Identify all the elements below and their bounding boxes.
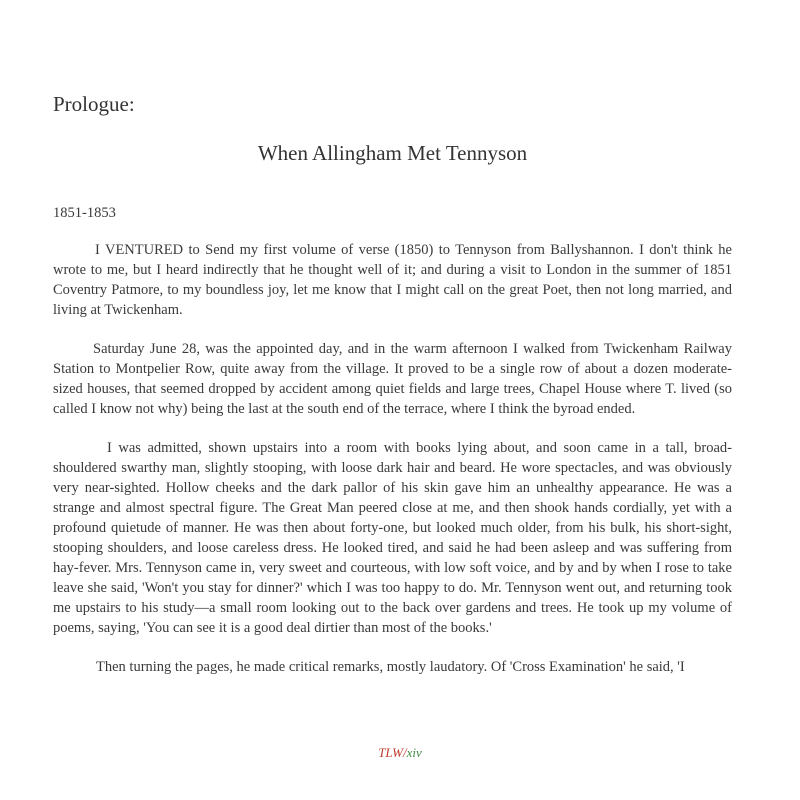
folio-separator: / bbox=[403, 745, 407, 760]
paragraph: I VENTURED to Send my first volume of verse (1850) to Tennyson from Ballyshannon. I don't think he wrote to me, but I heard indirectly that he thought well of it; and during a visit to London in the summer of 1851 Coventry Patmore, to my boundless joy, let me know that I might call on the great Poet, then not long married, and living at Twickenham. bbox=[53, 242, 732, 318]
paragraph: Saturday June 28, was the appointed day, and in the warm afternoon I walked from Twickenham Railway Station to Montpelier Row, quite away from the village. It proved to be a single row of about a dozen moderate-sized houses, that seemed dropped by accident among quiet fields and large trees, Chapel House where T. lived (so called I know not why) being the last at the south end of the terrace, where I think the byroad ended. bbox=[53, 341, 732, 417]
folio-page-number: xiv bbox=[406, 745, 422, 760]
date-range: 1851-1853 bbox=[53, 205, 116, 221]
body-text bbox=[53, 240, 732, 696]
paragraph: Then turning the pages, he made critical remarks, mostly laudatory. Of 'Cross Examination' he said, 'I bbox=[96, 659, 685, 675]
chapter-title: When Allingham Met Tennyson bbox=[257, 141, 528, 165]
page-folio bbox=[0, 744, 800, 762]
section-label: Prologue: bbox=[53, 92, 135, 116]
paragraph: I was admitted, shown upstairs into a room with books lying about, and soon came in a tall, broad-shouldered swarthy man, slightly stooping, with loose dark hair and beard. He wore spectacles, and was obviously very near-sighted. Hollow cheeks and the dark pallor of his skin gave him an unhealthy appearance. He was a strange and almost spectral figure. The Great Man peered close at me, and then shook hands cordially, yet with a profound quietude of manner. He was then about forty-one, but looked much older, from his bulk, his short-sight, stooping shoulders, and loose careless dress. He looked tired, and said he had been asleep and was suffering from hay-fever. Mrs. Tennyson came in, very sweet and courteous, with low soft voice, and by and by when I rose to take leave she said, 'Won't you stay for dinner?' which I was too happy to do. Mr. Tennyson went out, and returning took me upstairs to his study—a small room looking out to the back over gardens and trees. He took up my volume of poems, saying, 'You can see it is a good deal dirtier than most of the books.' bbox=[53, 440, 732, 636]
folio-prefix: TLW bbox=[378, 745, 404, 760]
